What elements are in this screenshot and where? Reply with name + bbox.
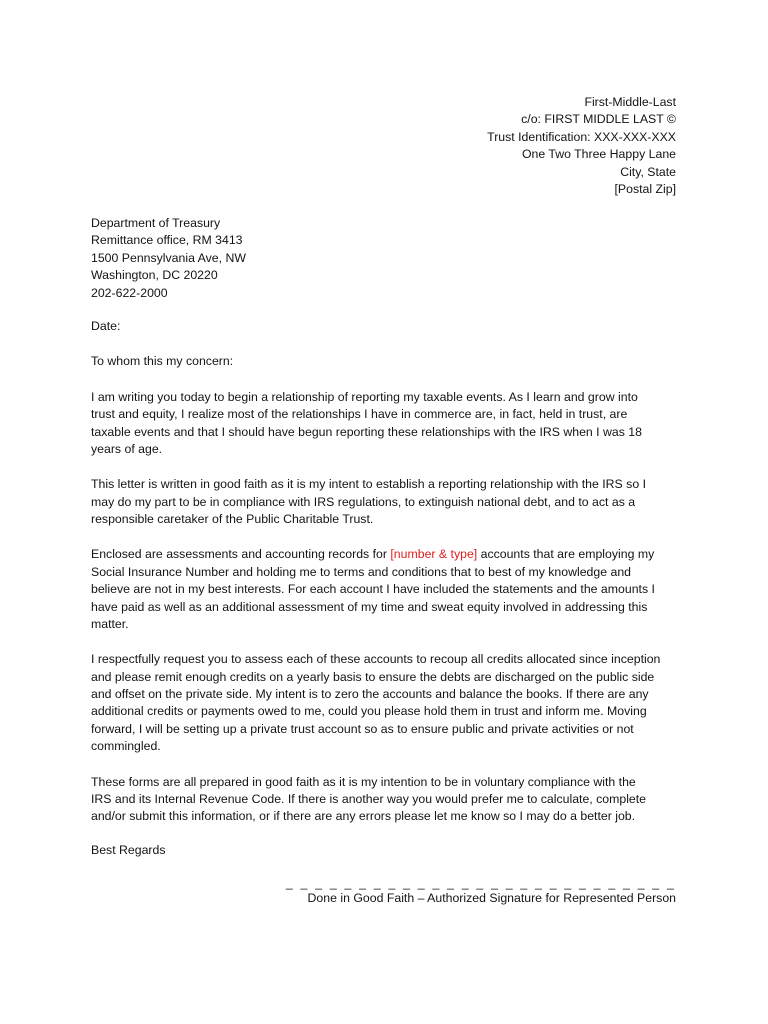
paragraph-line: years of age.: [91, 442, 163, 457]
closing-line: Best Regards: [91, 843, 166, 857]
paragraph-line: trust and equity, I realize most of the relationships I have in commerce are, in fact, held in trust, are: [91, 407, 628, 422]
date-label: Date:: [91, 319, 121, 333]
signature-caption: Done in Good Faith – Authorized Signature for Represented Person: [307, 891, 676, 905]
sender-trust-id: Trust Identification: XXX-XXX-XXX: [487, 129, 676, 144]
salutation: To whom this my concern:: [91, 354, 234, 368]
letter-body: [91, 389, 675, 844]
sender-street: One Two Three Happy Lane: [521, 147, 676, 162]
paragraph-reporting-intent: [91, 389, 675, 459]
paragraph-line: matter.: [91, 617, 129, 632]
paragraph-line: forward, I will be setting up a private trust account so as to ensure public and private activities or not: [91, 721, 634, 736]
signature-line: _ _ _ _ _ _ _ _ _ _ _ _ _ _ _ _ _ _ _ _ _ _ _ _ _ _ _: [285, 876, 676, 890]
sender-address-block: [487, 94, 676, 198]
paragraph-voluntary-compliance: [91, 774, 675, 826]
paragraph-request-assessment: [91, 651, 675, 755]
paragraph-line: This letter is written in good faith as it is my intent to establish a reporting relationship with the IRS so I: [91, 477, 646, 492]
sender-care-of: c/o: FIRST MIDDLE LAST ©: [521, 112, 676, 127]
sender-name: First-Middle-Last: [584, 95, 676, 109]
recipient-street: 1500 Pennsylvania Ave, NW: [91, 250, 246, 265]
paragraph-line: I am writing you today to begin a relationship of reporting my taxable events. As I learn and grow into: [91, 390, 638, 404]
placeholder-number-type: [number & type]: [390, 547, 478, 562]
sender-postal-zip: [Postal Zip]: [614, 182, 676, 197]
paragraph-line: commingled.: [91, 739, 161, 754]
paragraph-line: taxable events and that I should have begun reporting these relationships with the IRS when I was 18: [91, 424, 642, 439]
paragraph-line: [91, 546, 675, 563]
enclosed-text-before: Enclosed are assessments and accounting records for: [91, 547, 391, 562]
paragraph-line: I respectfully request you to assess each of these accounts to recoup all credits allocated since inception: [91, 652, 661, 667]
paragraph-line: believe are not in my best interests. For each account I have included the statements and the amounts I: [91, 582, 655, 597]
paragraph-line: and offset on the private side. My intent is to zero the accounts and balance the books. If there are any: [91, 687, 649, 702]
paragraph-line: Social Insurance Number and holding me to terms and conditions that to best of my knowledge and: [91, 564, 632, 579]
recipient-office: Remittance office, RM 3413: [91, 233, 243, 248]
paragraph-line: and/or submit this information, or if there are any errors please let me know so I may do a better job.: [91, 809, 636, 824]
paragraph-line: IRS and its Internal Revenue Code. If there is another way you would prefer me to calculate, complete: [91, 791, 647, 806]
signature-block: [286, 876, 676, 907]
paragraph-line: and please remit enough credits on a yearly basis to ensure the debts are discharged on the public side: [91, 669, 655, 684]
recipient-city: Washington, DC 20220: [91, 268, 218, 283]
recipient-department: Department of Treasury: [91, 216, 221, 230]
sender-city-state: City, State: [620, 164, 676, 179]
paragraph-line: additional credits or payments owed to me, could you please hold them in trust and inform me. Moving: [91, 704, 647, 719]
enclosed-text-after: accounts that are employing my: [477, 547, 655, 562]
paragraph-line: These forms are all prepared in good faith as it is my intention to be in voluntary compliance with the: [91, 774, 636, 789]
paragraph-good-faith: [91, 476, 675, 528]
paragraph-line: have paid as well as an additional assessment of my time and sweat equity involved in addressing this: [91, 599, 648, 614]
paragraph-line: may do my part to be in compliance with IRS regulations, to extinguish national debt, and to act as a: [91, 494, 636, 509]
recipient-phone: 202-622-2000: [91, 285, 168, 300]
paragraph-line: responsible caretaker of the Public Charitable Trust.: [91, 512, 374, 527]
recipient-address-block: [91, 215, 246, 302]
paragraph-enclosed-records: [91, 546, 675, 633]
